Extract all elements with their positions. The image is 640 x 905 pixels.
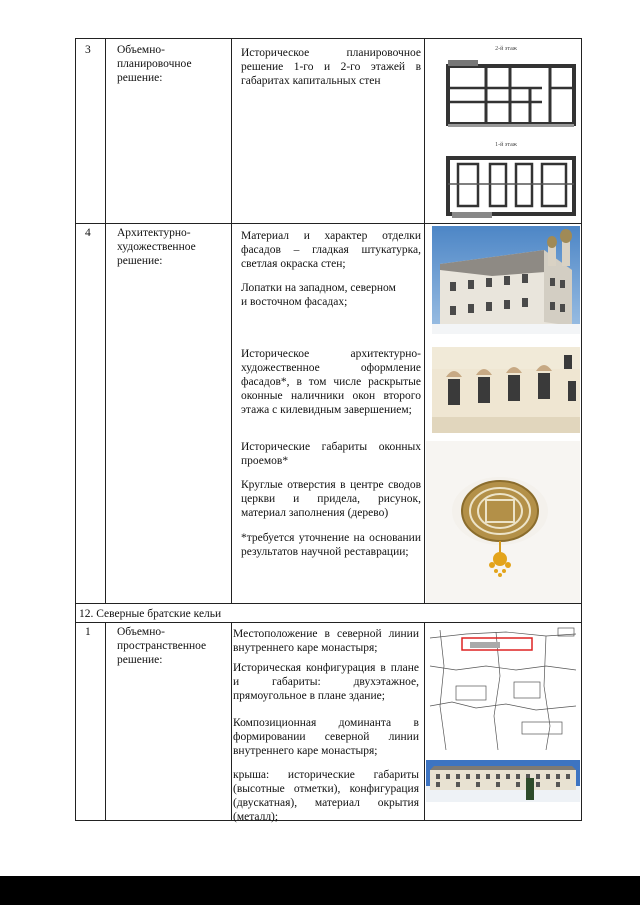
building-winter-photo-icon [426,760,580,802]
row-label-line: пространственное [117,640,207,652]
description-text: Лопатки на западном, северном и восточном фасадах; [241,282,396,308]
row-label-line: планировочное [117,58,192,70]
row-label [117,43,227,85]
window-frames-photo-icon [432,347,580,433]
row-divider-section-1 [75,622,582,623]
row-label-line: художественное [117,241,196,253]
row-label-line: Архитектурно- [117,227,191,239]
description-text: Исторические габариты оконных проемов* [241,441,421,467]
col-divider-1 [105,38,106,604]
col-divider-2 [231,38,232,604]
table-border-right [581,38,582,821]
row-label-line: решение: [117,255,163,267]
site-plan-icon [426,626,580,754]
row-label-line: Объемно- [117,44,165,56]
table-border-top [75,38,582,39]
col-divider-1b [105,622,106,821]
description-text: Материал и характер отделки фасадов – гладкая штукатурка, светлая окраска стен; [241,230,421,270]
row-label-line: Объемно- [117,626,165,638]
row-label [117,226,227,268]
row-divider-4-section [75,603,582,604]
floor-plan-1st-icon [432,150,580,220]
description-text: Местоположение в северной линии внутреннего каре монастыря; [233,628,419,654]
row-label-line: решение: [117,654,163,666]
vault-ornament-photo-icon [426,441,580,603]
row-number: 1 [85,626,91,638]
floor-plan-1st-caption: 1-й этаж [495,142,517,148]
row-label-line: решение: [117,72,163,84]
table-border-left [75,38,76,821]
col-divider-3 [424,38,425,604]
row-number: 4 [85,227,91,239]
col-divider-2b [231,622,232,821]
description-text: Историческое архитектурно-художественное оформление фасадов*, в том числе раскрытые оконные наличники окон второго этажа с килевидным завершением; [241,348,421,416]
building-photo-icon [432,226,580,334]
description-text: крыша: исторические габариты (высотные отметки), конфигурация (двускатная), материал окрытия (металл); [233,769,419,823]
floor-plan-2nd-icon [432,58,580,138]
col-divider-3b [424,622,425,821]
scan-edge-bar [0,876,640,905]
floor-plan-2nd-caption: 2-й этаж [495,46,517,52]
section-title: 12. Северные братские кельи [79,608,222,620]
row-divider-3-4 [75,223,582,224]
row-number: 3 [85,44,91,56]
floor-plans-image [432,44,580,220]
description-text: *требуется уточнение на основании результатов научной реставрации; [241,532,421,558]
row-label [117,625,227,667]
description-text: Историческая конфигурация в плане и габариты: двухэтажное, прямоугольное в плане здание; [233,662,419,702]
description-text: Историческое планировочное решение 1-го и 2-го этажей в габаритах капитальных стен [241,47,421,87]
description-text: Круглые отверстия в центре сводов церкви и придела, рисунок, материал заполнения (дерево) [241,479,421,519]
description-text: Композиционная доминанта в формировании северной линии внутреннего каре монастыря; [233,717,419,757]
